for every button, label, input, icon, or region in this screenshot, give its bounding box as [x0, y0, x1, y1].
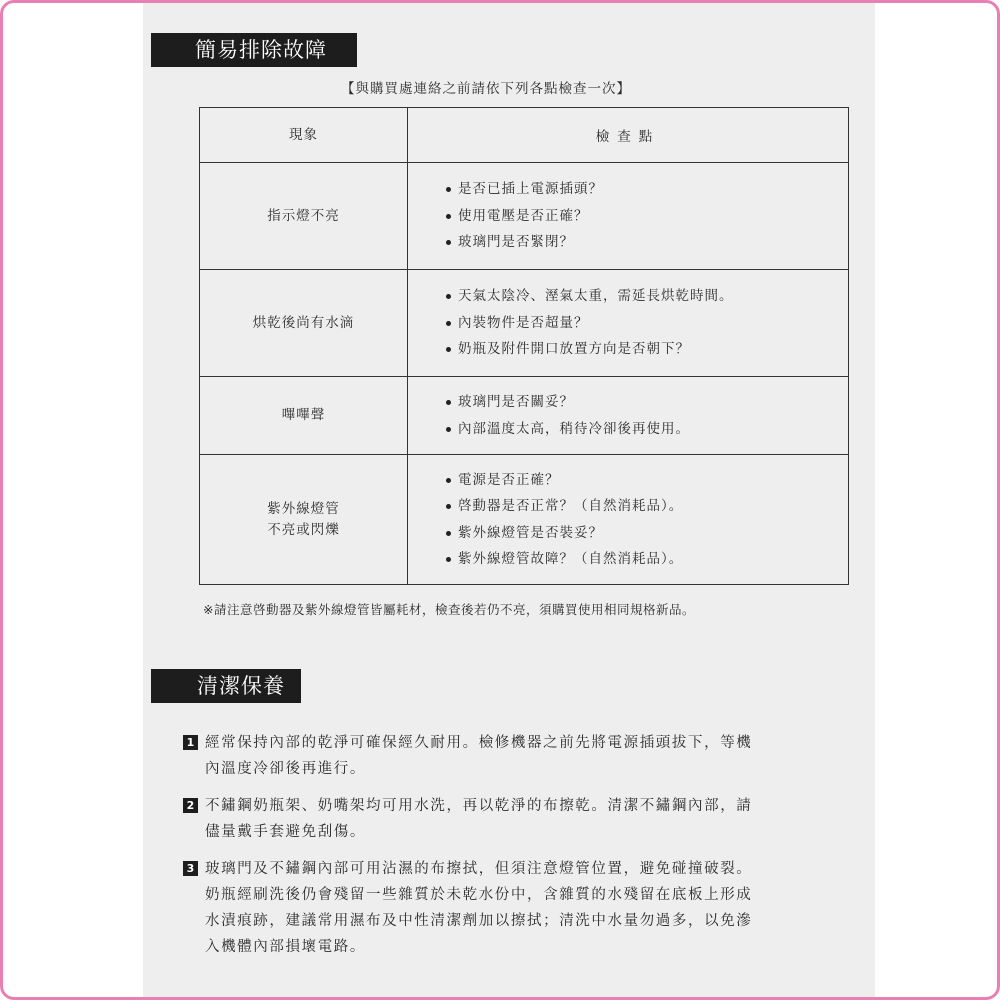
item-line: 儘量戴手套避免刮傷。: [205, 824, 366, 840]
item-text: [205, 856, 843, 960]
cleaning-item: [183, 730, 843, 782]
item-line: 水漬痕跡，建議常用濕布及中性清潔劑加以擦拭；清洗中水量勿過多，以免滲: [205, 913, 753, 929]
check-item: 是否已插上電源插頭？: [458, 176, 847, 203]
item-line: 內溫度冷卻後再進行。: [205, 761, 366, 777]
check-item: 內裝物件是否超量？: [458, 310, 847, 337]
item-text: [205, 730, 843, 782]
symptom-cell: [200, 377, 408, 455]
check-cell: [408, 270, 849, 377]
item-number-badge: 2: [183, 798, 198, 813]
check-cell: [408, 455, 849, 585]
symptom-cell: [200, 163, 408, 270]
item-number-badge: 1: [183, 735, 198, 750]
check-item: 奶瓶及附件開口放置方向是否朝下？: [458, 336, 847, 363]
item-line: 奶瓶經刷洗後仍會殘留一些雜質於未乾水份中，含雜質的水殘留在底板上形成: [205, 887, 753, 903]
check-item: 啓動器是否正常？（自然消耗品）。: [458, 493, 847, 520]
troubleshoot-heading: 簡易排除故障: [151, 33, 357, 67]
symptom-text: 紫外線燈管: [267, 500, 340, 517]
symptom-cell: [200, 270, 408, 377]
check-item: 天氣太陰冷、溼氣太重，需延長烘乾時間。: [458, 283, 847, 310]
table-row: [200, 270, 849, 377]
cleaning-item: [183, 793, 843, 845]
check-item: 紫外線燈管故障？（自然消耗品）。: [458, 546, 847, 573]
table-header-row: [200, 108, 849, 163]
symptom-text: 指示燈不亮: [267, 207, 340, 224]
check-item: 玻璃門是否緊閉？: [458, 229, 847, 256]
check-list: [458, 283, 847, 363]
header-check: 檢查點: [408, 108, 849, 163]
troubleshoot-table: [199, 107, 849, 585]
header-symptom: 現象: [200, 108, 408, 163]
check-cell: [408, 163, 849, 270]
check-list: [458, 176, 847, 256]
item-line: 入機體內部損壞電路。: [205, 939, 366, 955]
table-row: [200, 455, 849, 585]
check-item: 內部溫度太高，稍待冷卻後再使用。: [458, 416, 847, 443]
item-line: 不鏽鋼奶瓶架、奶嘴架均可用水洗，再以乾淨的布擦乾。清潔不鏽鋼內部，請: [205, 798, 753, 814]
item-line: 經常保持內部的乾淨可確保經久耐用。檢修機器之前先將電源插頭拔下，等機: [205, 735, 753, 751]
check-cell: [408, 377, 849, 455]
check-item: 使用電壓是否正確？: [458, 203, 847, 230]
item-line: 玻璃門及不鏽鋼內部可用沾濕的布擦拭，但須注意燈管位置，避免碰撞破裂。: [205, 861, 753, 877]
check-list: [458, 389, 847, 442]
check-item: 紫外線燈管是否裝妥？: [458, 520, 847, 547]
check-item: 玻璃門是否關妥？: [458, 389, 847, 416]
table-row: [200, 163, 849, 270]
item-number-badge: 3: [183, 861, 198, 876]
cleaning-item: [183, 856, 843, 960]
check-list: [458, 467, 847, 573]
check-item: 電源是否正確？: [458, 467, 847, 494]
symptom-text: 烘乾後尚有水滴: [252, 314, 355, 331]
item-text: [205, 793, 843, 845]
check-instruction-note: 【與購買處連絡之前請依下列各點檢查一次】: [341, 81, 631, 97]
table-row: [200, 377, 849, 455]
symptom-text: 嗶嗶聲: [281, 407, 326, 423]
symptom-text: 不亮或閃爍: [267, 521, 340, 538]
symptom-cell: [200, 455, 408, 585]
cleaning-heading: 清潔保養: [151, 669, 301, 703]
consumables-footnote: ※請注意啓動器及紫外線燈管皆屬耗材，檢查後若仍不亮，須購買使用相同規格新品。: [203, 602, 695, 617]
